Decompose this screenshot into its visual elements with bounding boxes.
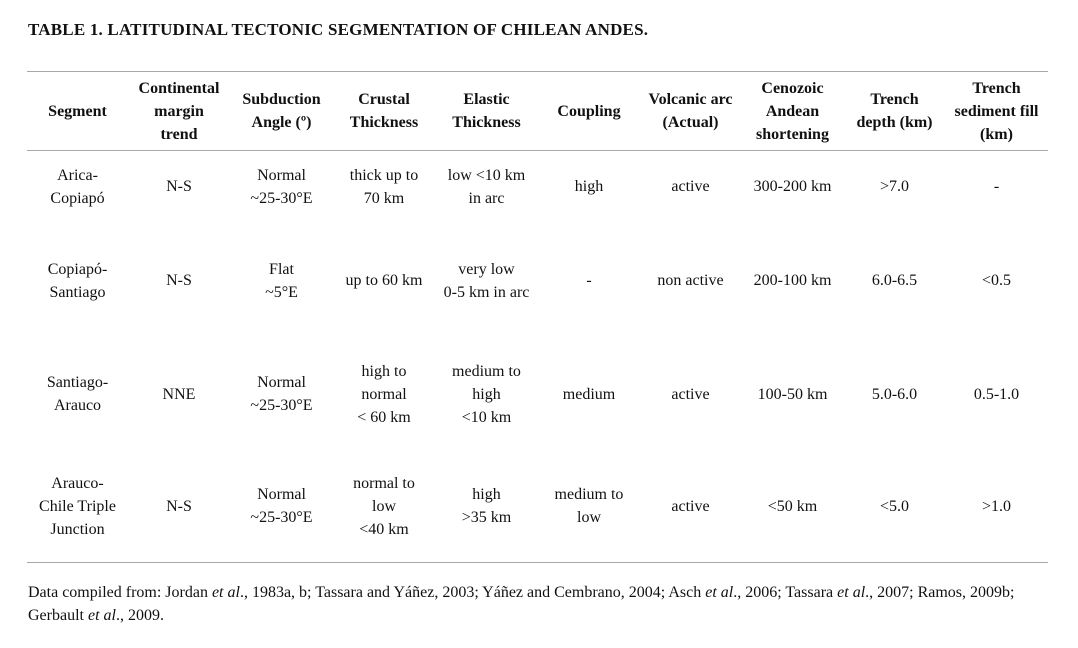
cell-trench-sediment: <0.5 bbox=[981, 272, 1012, 289]
table-row bbox=[27, 338, 1048, 450]
cell-elastic-thickness: very low 0-5 km in arc bbox=[443, 260, 530, 301]
header-row bbox=[27, 72, 1048, 150]
cell-volcanic-arc: active bbox=[671, 385, 710, 403]
cell-segment: Arauco- Chile Triple Junction bbox=[39, 474, 116, 538]
cell-coupling: high bbox=[574, 178, 604, 195]
cell-trench-sediment: >1.0 bbox=[981, 497, 1012, 515]
table-row bbox=[27, 223, 1048, 338]
header-volcanic-arc: Volcanic arc (Actual) bbox=[648, 91, 733, 131]
header-andean-shortening: Cenozoic Andean shortening bbox=[756, 79, 829, 143]
cell-elastic-thickness: high >35 km bbox=[461, 486, 512, 526]
cell-andean-shortening: <50 km bbox=[767, 497, 818, 515]
footnote-text: ., 2007; Ramos, 2009b; Gerbault bbox=[28, 584, 1015, 624]
cell-subduction-angle: Normal ~25-30°E bbox=[250, 486, 313, 526]
footnote-etal: et al bbox=[705, 584, 734, 601]
cell-andean-shortening: 200-100 km bbox=[753, 272, 832, 289]
cell-volcanic-arc: active bbox=[671, 497, 710, 515]
header-elastic-thickness: Elastic Thickness bbox=[452, 91, 521, 131]
footnote-text: ., 1983a, b; Tassara and Yáñez, 2003; Yáñez and Cembrano, 2004; Asch bbox=[239, 584, 706, 601]
cell-crustal-thickness: high to normal < 60 km bbox=[357, 362, 411, 426]
header-subduction-angle: Subduction Angle (º) bbox=[242, 91, 321, 131]
footnote-text: ., 2006; Tassara bbox=[733, 584, 838, 601]
cell-andean-shortening: 300-200 km bbox=[753, 178, 832, 195]
cell-trench-sediment: 0.5-1.0 bbox=[973, 385, 1020, 403]
footnote-etal: et al bbox=[211, 584, 240, 601]
cell-margin-trend: NNE bbox=[162, 385, 196, 403]
cell-andean-shortening: 100-50 km bbox=[757, 385, 828, 403]
cell-crustal-thickness: up to 60 km bbox=[345, 272, 423, 289]
cell-trench-depth: 5.0-6.0 bbox=[871, 385, 918, 403]
header-crustal-thickness: Crustal Thickness bbox=[349, 91, 419, 131]
bottom-rule bbox=[27, 562, 1048, 563]
cell-crustal-thickness: thick up to 70 km bbox=[349, 166, 419, 207]
cell-elastic-thickness: low <10 km in arc bbox=[447, 166, 526, 207]
footnote-etal: et al bbox=[837, 584, 866, 601]
cell-margin-trend: N-S bbox=[166, 178, 192, 195]
cell-volcanic-arc: non active bbox=[657, 272, 724, 289]
header-trench-sediment: Trench sediment fill (km) bbox=[954, 79, 1039, 143]
header-trench-depth: Trench depth (km) bbox=[856, 91, 933, 131]
table-title: TABLE 1. LATITUDINAL TECTONIC SEGMENTATION OF CHILEAN ANDES. bbox=[28, 20, 649, 39]
header-margin-trend: Continental margin trend bbox=[138, 79, 220, 143]
table-row bbox=[27, 150, 1048, 223]
cell-segment: Santiago- Arauco bbox=[46, 374, 109, 414]
cell-coupling: medium bbox=[562, 385, 616, 403]
cell-margin-trend: N-S bbox=[166, 272, 192, 289]
cell-volcanic-arc: active bbox=[671, 178, 710, 195]
cell-crustal-thickness: normal to low <40 km bbox=[353, 474, 415, 538]
table-row bbox=[27, 450, 1048, 562]
cell-trench-depth: >7.0 bbox=[879, 178, 910, 195]
cell-trench-depth: <5.0 bbox=[879, 497, 910, 515]
footnote-text: ., 2009. bbox=[115, 607, 164, 624]
cell-margin-trend: N-S bbox=[166, 497, 192, 515]
cell-segment: Arica- Copiapó bbox=[50, 166, 105, 207]
footnote-text: Data compiled from: Jordan bbox=[28, 584, 212, 601]
cell-subduction-angle: Normal ~25-30°E bbox=[250, 374, 313, 414]
cell-trench-depth: 6.0-6.5 bbox=[871, 272, 918, 289]
cell-coupling: - bbox=[586, 272, 592, 289]
cell-coupling: medium to low bbox=[554, 486, 624, 526]
footnote-etal: et al bbox=[87, 607, 116, 624]
header-coupling: Coupling bbox=[557, 102, 621, 120]
segmentation-table bbox=[27, 72, 1048, 562]
footnote bbox=[28, 581, 1053, 627]
cell-subduction-angle: Flat ~5°E bbox=[265, 260, 298, 301]
header-segment: Segment bbox=[48, 102, 107, 120]
cell-subduction-angle: Normal ~25-30°E bbox=[250, 166, 313, 207]
cell-segment: Copiapó- Santiago bbox=[47, 260, 108, 301]
cell-elastic-thickness: medium to high <10 km bbox=[452, 362, 521, 426]
cell-trench-sediment: - bbox=[993, 178, 1000, 195]
